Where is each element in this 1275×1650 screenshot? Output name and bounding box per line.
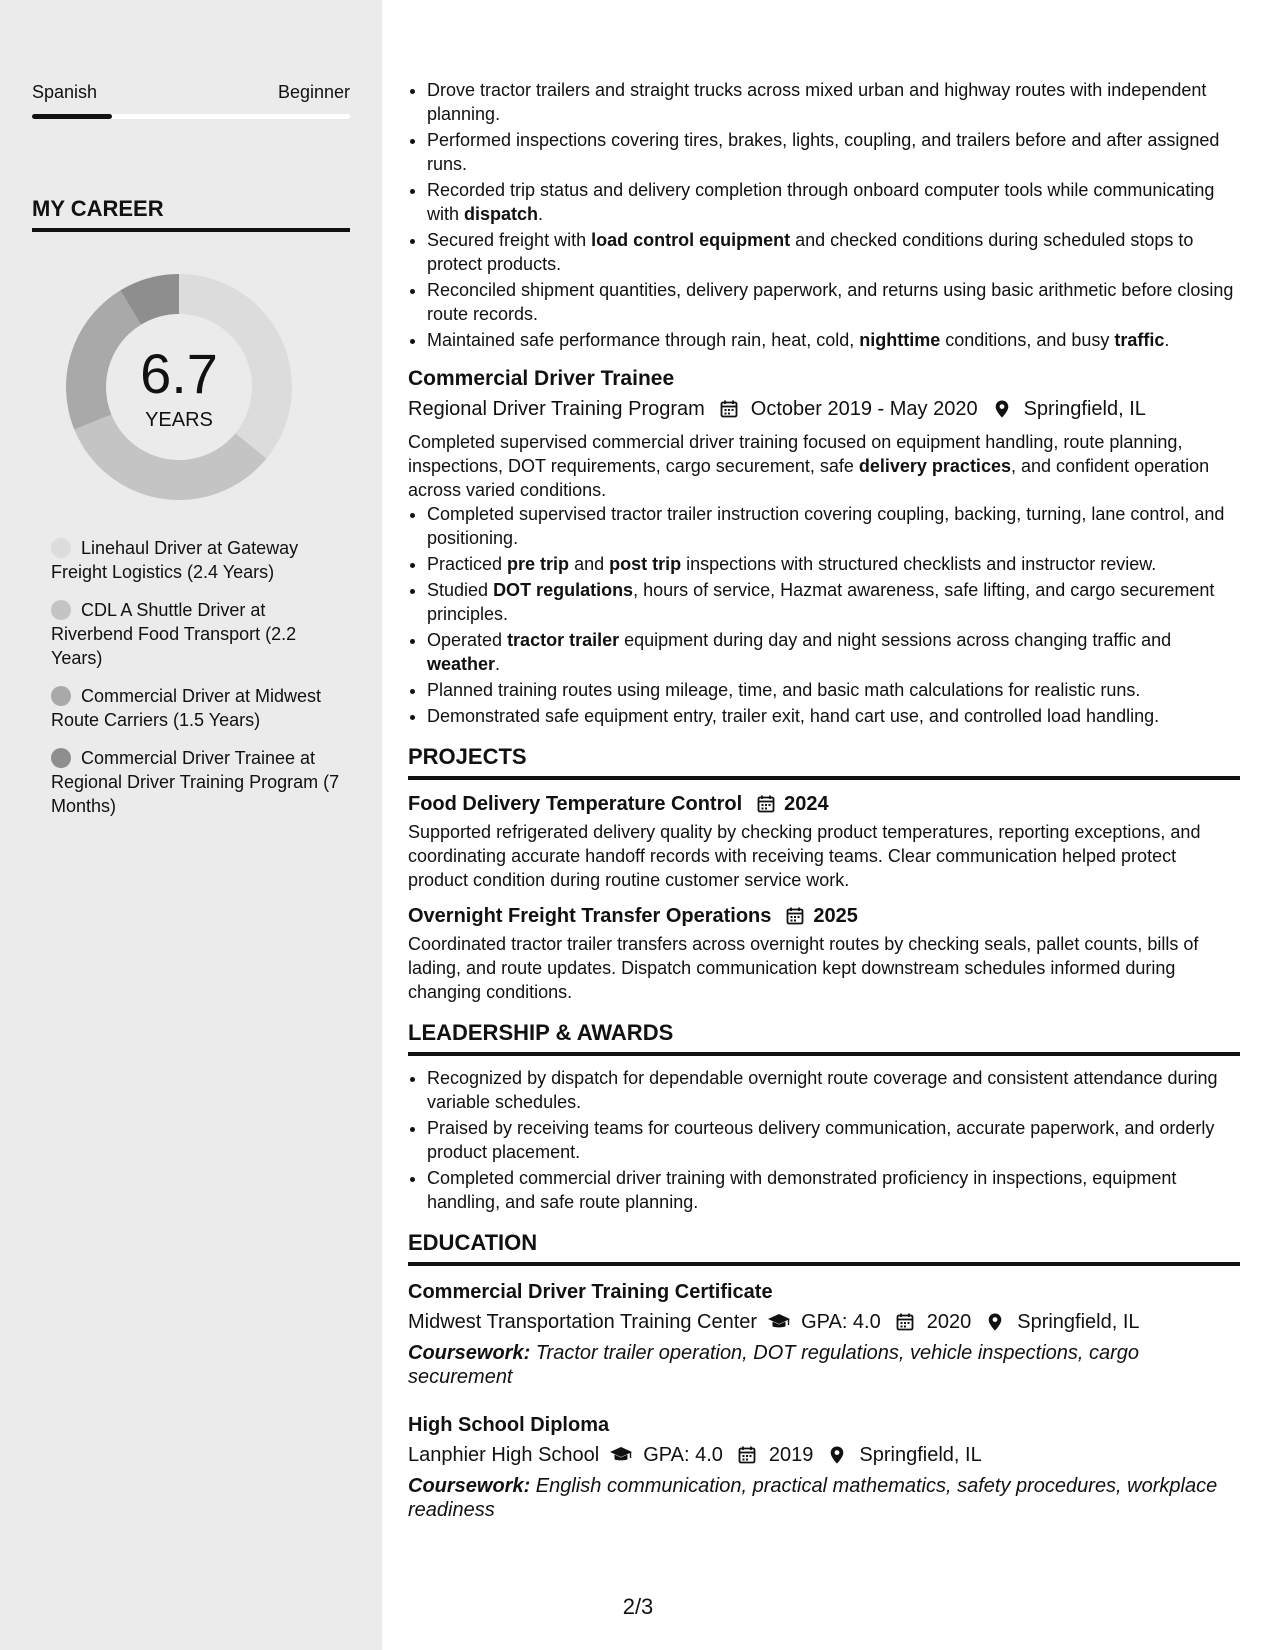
graduation-cap-icon (609, 1445, 633, 1465)
education-meta (408, 1440, 1240, 1470)
career-total-unit: YEARS (145, 409, 213, 431)
project-year: 2024 (784, 793, 829, 815)
language-level: Beginner (277, 82, 350, 102)
award-item: • Completed commercial driver training with demonstrated proficiency in inspections, equipment handling, and safe route planning. (427, 1166, 1240, 1214)
career-total-number: 6.7 (140, 342, 218, 405)
language-proficiency-bar (32, 114, 350, 119)
education-location: Springfield, IL (1017, 1311, 1140, 1333)
graduation-cap-icon (767, 1312, 791, 1332)
location-pin-icon (827, 1445, 847, 1465)
job-meta (408, 394, 1240, 424)
education-year: 2020 (926, 1311, 972, 1333)
language-row (32, 82, 350, 103)
job-bullet: • Maintained safe performance through rain, heat, cold, nighttime conditions, and busy traffic. (427, 328, 1240, 352)
projects-heading: PROJECTS (408, 744, 1240, 780)
career-legend-item (51, 684, 341, 732)
job-bullet: • Operated tractor trailer equipment during day and night sessions across changing traffic and weather. (427, 628, 1240, 676)
project-year: 2025 (813, 905, 858, 927)
coursework-text: English communication, practical mathematics, safety procedures, workplace readiness (408, 1475, 1218, 1521)
coursework-label: Coursework: (408, 1475, 531, 1497)
job-dates: October 2019 - May 2020 (750, 398, 978, 420)
education-location: Springfield, IL (859, 1444, 982, 1466)
legend-label: CDL A Shuttle Driver at Riverbend Food Transport (2.2 Years) (51, 600, 297, 668)
project-title (408, 790, 1240, 818)
job-bullets (408, 502, 1240, 728)
education-coursework (408, 1474, 1240, 1522)
location-pin-icon (985, 1312, 1005, 1332)
legend-dot (51, 748, 71, 768)
job-summary: Completed supervised commercial driver training focused on equipment handling, route planning, inspections, DOT requirements, cargo securement, safe delivery practices, and confident operation across varied conditions. (408, 432, 1210, 500)
calendar-icon (737, 1445, 757, 1465)
job-bullet: • Recorded trip status and delivery completion through onboard computer tools while communicating with dispatch. (427, 178, 1240, 226)
location-pin-icon (992, 399, 1012, 419)
calendar-icon (895, 1312, 915, 1332)
awards-list (408, 1066, 1240, 1214)
legend-dot (51, 686, 71, 706)
education-school: Lanphier High School (408, 1444, 600, 1466)
main-content (408, 78, 1240, 1522)
education-year: 2019 (768, 1444, 814, 1466)
previous-job-bullets (408, 78, 1240, 352)
job-bullet: • Drove tractor trailers and straight trucks across mixed urban and highway routes with independent planning. (427, 78, 1240, 126)
page-number: 2/3 (622, 1594, 654, 1619)
project-description: Coordinated tractor trailer transfers across overnight routes by checking seals, pallet counts, bills of lading, and route updates. Dispatch communication kept downstream schedules informed during changing conditions. (408, 934, 1199, 1002)
calendar-icon (756, 794, 776, 814)
career-legend (51, 536, 341, 832)
career-legend-item (51, 536, 341, 584)
language-name: Spanish (32, 82, 98, 102)
education-school: Midwest Transportation Training Center (408, 1311, 758, 1333)
award-item: • Praised by receiving teams for courteous delivery communication, accurate paperwork, and orderly product placement. (427, 1116, 1240, 1164)
job-company: Regional Driver Training Program (408, 398, 705, 420)
education-gpa: GPA: 4.0 (643, 1444, 723, 1466)
coursework-text: Tractor trailer operation, DOT regulations, vehicle inspections, cargo securement (408, 1342, 1140, 1388)
project-name: Overnight Freight Transfer Operations (408, 905, 772, 927)
job-bullet: • Demonstrated safe equipment entry, trailer exit, hand cart use, and controlled load handling. (427, 704, 1240, 728)
projects-list (408, 790, 1240, 1004)
project-name: Food Delivery Temperature Control (408, 793, 743, 815)
calendar-icon (719, 399, 739, 419)
job-bullet: • Planned training routes using mileage, time, and basic math calculations for realistic runs. (427, 678, 1240, 702)
education-title: Commercial Driver Training Certificate (408, 1281, 773, 1303)
education-heading: EDUCATION (408, 1230, 1240, 1266)
legend-label: Commercial Driver Trainee at Regional Driver Training Program (7 Months) (51, 748, 340, 816)
sidebar (0, 0, 382, 1650)
award-item: • Recognized by dispatch for dependable overnight route coverage and consistent attendance during variable schedules. (427, 1066, 1240, 1114)
project-description: Supported refrigerated delivery quality by checking product temperatures, reporting exceptions, and coordinating accurate handoff records with receiving teams. Clear communication helped protect product condition during routine customer service work. (408, 822, 1201, 890)
job-bullet: • Performed inspections covering tires, brakes, lights, coupling, and trailers before and after assigned runs. (427, 128, 1240, 176)
calendar-icon (785, 906, 805, 926)
coursework-label: Coursework: (408, 1342, 531, 1364)
education-meta (408, 1307, 1240, 1337)
education-gpa: GPA: 4.0 (801, 1311, 881, 1333)
legend-label: Linehaul Driver at Gateway Freight Logistics (2.4 Years) (51, 538, 299, 582)
legend-dot (51, 600, 71, 620)
career-legend-item (51, 746, 341, 818)
language-proficiency-fill (32, 114, 112, 119)
career-heading: MY CAREER (32, 196, 350, 232)
job-bullet: • Studied DOT regulations, hours of service, Hazmat awareness, safe lifting, and cargo securement principles. (427, 578, 1240, 626)
job-title: Commercial Driver Trainee (408, 367, 675, 390)
education-coursework (408, 1341, 1240, 1389)
awards-heading: LEADERSHIP & AWARDS (408, 1020, 1240, 1056)
education-list (408, 1278, 1240, 1522)
job-bullet: • Reconciled shipment quantities, delivery paperwork, and returns using basic arithmetic before closing route records. (427, 278, 1240, 326)
legend-label: Commercial Driver at Midwest Route Carriers (1.5 Years) (51, 686, 322, 730)
career-legend-item (51, 598, 341, 670)
project-title (408, 902, 1240, 930)
job-location: Springfield, IL (1023, 398, 1146, 420)
legend-dot (51, 538, 71, 558)
education-title: High School Diploma (408, 1414, 610, 1436)
job-bullet: • Secured freight with load control equipment and checked conditions during scheduled stops to protect products. (427, 228, 1240, 276)
job-bullet: • Completed supervised tractor trailer instruction covering coupling, backing, turning, lane control, and positioning. (427, 502, 1240, 550)
job-bullet: • Practiced pre trip and post trip inspections with structured checklists and instructor review. (427, 552, 1240, 576)
